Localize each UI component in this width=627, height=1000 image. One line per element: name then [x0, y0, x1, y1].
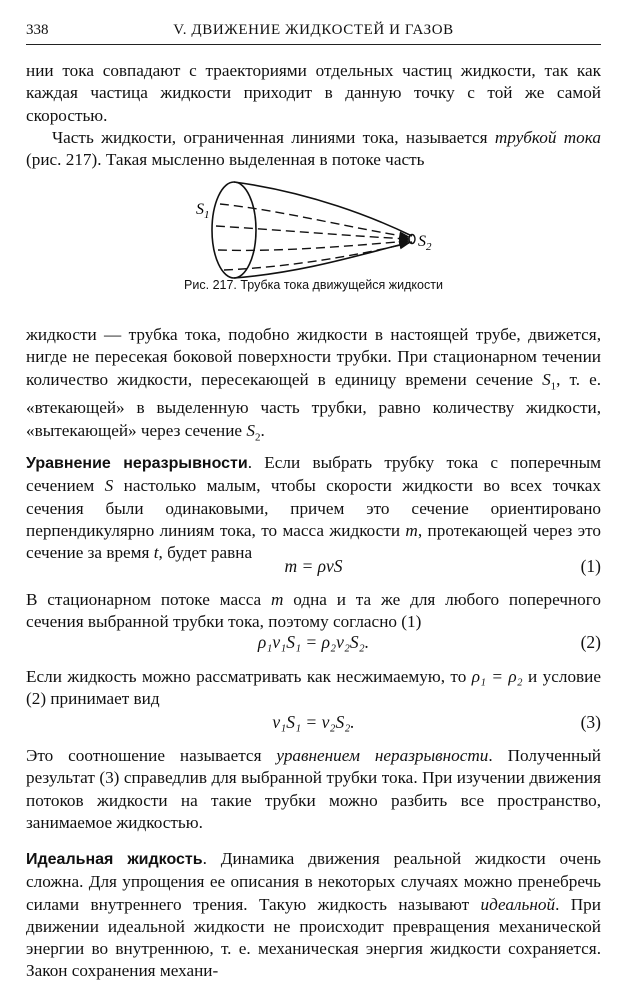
cross-section-s1 [212, 182, 256, 278]
paragraph-steady-flow: В стационарном потоке масса m одна и та же для любого поперечного сечения выбранной трубки тока, поэтому согласно (1) [26, 590, 601, 632]
equation-formula: v₁S₁ = v₂S₂. [272, 712, 355, 732]
term-continuity-equation: уравнением неразрывности [276, 746, 489, 765]
page-number: 338 [26, 22, 49, 38]
label-s2: $S_2$ [418, 233, 432, 253]
equation-2 [26, 632, 601, 656]
equation-number: (1) [580, 556, 601, 576]
term-ideal: идеальной [480, 894, 556, 914]
equation-1 [26, 556, 601, 580]
streamline-1 [220, 204, 409, 237]
equation-formula: m = ρvS [284, 556, 343, 576]
paragraph-continuity: Уравнение неразрывности. Если выбрать трубку тока с поперечным сечением S настолько малым, чтобы скорости жидкости во всех точках сечения были одинаковыми, причем это сечение ориентировано перпендикулярно линиям тока, то масса жидкости m, протекающей через это сечение за время t, будет равна [26, 453, 601, 563]
section-heading-continuity: Уравнение неразрывности [26, 455, 248, 472]
term-flow-tube: трубкой тока [494, 128, 601, 147]
equation-number: (3) [580, 712, 601, 732]
equation-formula: ρ₁v₁S₁ = ρ₂v₂S₂. [257, 632, 370, 652]
equation-3 [26, 712, 601, 736]
figure-caption: Рис. 217. Трубка тока движущейся жидкости [184, 278, 443, 292]
paragraph-incompressible: Если жидкость можно рассматривать как несжимаемую, то ρ₁ = ρ₂ и условие (2) принимает вид [26, 667, 601, 709]
tube-wall-top [234, 182, 412, 236]
running-header [26, 22, 601, 45]
paragraph-streamlines [26, 60, 601, 127]
figure-flow-tube [190, 170, 440, 280]
paragraph-flow-tube: Часть жидкости, ограниченная линиями тока, называется трубкой тока (рис. 217). Такая мысленно выделенная в потоке часть [26, 128, 601, 170]
paragraph-ideal-fluid: Идеальная жидкость. Динамика движения реальной жидкости очень сложна. Для упрощения ее описания в некоторых случаях можно пренебречь силами внутреннего трения. Такую жидкость называют идеальной. При движении идеальной жидкости не происходит превращения механической энергии во внутреннюю, т. е. механическая энергия жидкости сохраняется. Закон сохранения механи- [26, 849, 601, 981]
paragraph-tube-behavior: жидкости — трубка тока, подобно жидкости в настоящей трубе, движется, нигде не пересекая боковой поверхности трубки. При стационарном течении количество жидкости, пересекающей в единицу времени сечение $S_1$, т. е. «втекающей» в выделенную часть трубки, равно количеству жидкости, «вытекающей» через сечение $S_2$. [26, 325, 601, 444]
paragraph-continuity-result: Это соотношение называется уравнением неразрывности. Полученный результат (3) справедлив для выбранной трубки тока. При изучении движения потоков жидкости на такие трубки можно разбить все пространство, занимаемое жидкостью. [26, 746, 601, 832]
section-heading-ideal-fluid: Идеальная жидкость [26, 851, 203, 868]
equation-number: (2) [580, 632, 601, 652]
label-s1: $S_1$ [196, 201, 210, 221]
chapter-title: V. ДВИЖЕНИЕ ЖИДКОСТЕЙ И ГАЗОВ [173, 22, 454, 38]
paragraph-text: нии тока совпадают с траекториями отдельных частиц жидкости, так как каждая частица жидкости приходит в данную точку с той же самой скоростью. [26, 61, 601, 125]
